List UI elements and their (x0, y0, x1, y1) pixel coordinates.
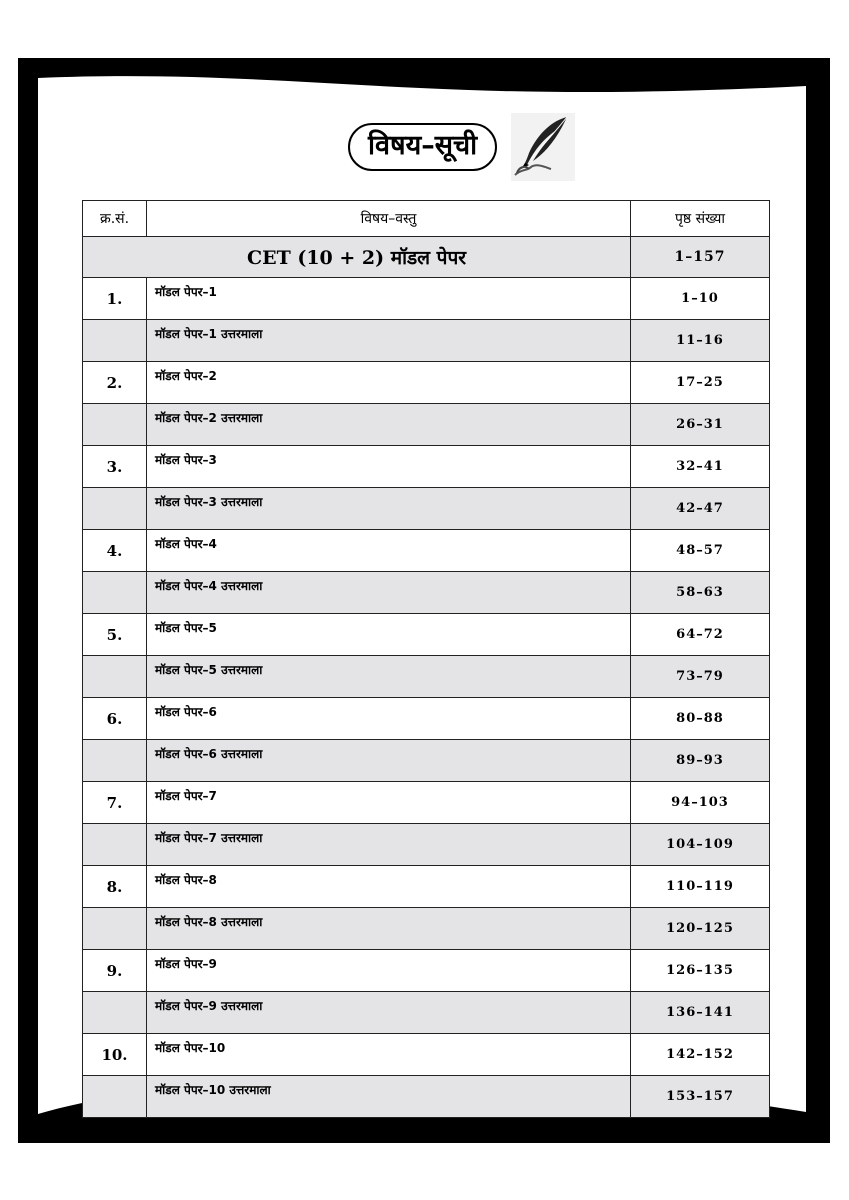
serial-number (83, 1076, 147, 1118)
contents-table (82, 200, 770, 1118)
serial-number: 8. (83, 866, 147, 908)
quill-pen-icon (511, 113, 575, 181)
item-title: मॉडल पेपर–7 उत्तरमाला (147, 824, 631, 866)
page-range: 42–47 (631, 488, 770, 530)
item-title: मॉडल पेपर–4 (147, 530, 631, 572)
page-range: 26–31 (631, 404, 770, 446)
serial-number (83, 572, 147, 614)
item-title: मॉडल पेपर–10 उत्तरमाला (147, 1076, 631, 1118)
page-range: 126–135 (631, 950, 770, 992)
serial-number: 6. (83, 698, 147, 740)
item-title: मॉडल पेपर–4 उत्तरमाला (147, 572, 631, 614)
item-title: मॉडल पेपर–3 (147, 446, 631, 488)
section-title: CET (10 + 2) मॉडल पेपर (83, 237, 631, 278)
table-row (83, 446, 770, 488)
table-row (83, 824, 770, 866)
serial-number (83, 740, 147, 782)
table-row (83, 1034, 770, 1076)
serial-number: 10. (83, 1034, 147, 1076)
table-row (83, 656, 770, 698)
serial-number: 9. (83, 950, 147, 992)
page-range: 58–63 (631, 572, 770, 614)
page-range: 73–79 (631, 656, 770, 698)
header-serial: क्र.सं. (83, 201, 147, 237)
table-row (83, 362, 770, 404)
section-pages: 1–157 (631, 237, 770, 278)
title-block (348, 113, 575, 181)
serial-number (83, 320, 147, 362)
serial-number: 7. (83, 782, 147, 824)
page-range: 110–119 (631, 866, 770, 908)
table-row (83, 614, 770, 656)
page-range: 32–41 (631, 446, 770, 488)
page-range: 1–10 (631, 278, 770, 320)
page-range: 153–157 (631, 1076, 770, 1118)
page-range: 136–141 (631, 992, 770, 1034)
item-title: मॉडल पेपर–2 (147, 362, 631, 404)
serial-number (83, 404, 147, 446)
serial-number: 1. (83, 278, 147, 320)
table-row (83, 404, 770, 446)
item-title: मॉडल पेपर–8 उत्तरमाला (147, 908, 631, 950)
page-range: 80–88 (631, 698, 770, 740)
serial-number: 4. (83, 530, 147, 572)
table-row (83, 740, 770, 782)
table-row (83, 1076, 770, 1118)
item-title: मॉडल पेपर–2 उत्तरमाला (147, 404, 631, 446)
table-row (83, 866, 770, 908)
item-title: मॉडल पेपर–6 उत्तरमाला (147, 740, 631, 782)
item-title: मॉडल पेपर–3 उत्तरमाला (147, 488, 631, 530)
item-title: मॉडल पेपर–9 (147, 950, 631, 992)
page-range: 89–93 (631, 740, 770, 782)
table-row (83, 530, 770, 572)
page-range: 64–72 (631, 614, 770, 656)
table-row (83, 278, 770, 320)
serial-number (83, 908, 147, 950)
serial-number: 3. (83, 446, 147, 488)
table-header-row (83, 201, 770, 237)
table-row (83, 992, 770, 1034)
page-range: 104–109 (631, 824, 770, 866)
item-title: मॉडल पेपर–9 उत्तरमाला (147, 992, 631, 1034)
table-row (83, 782, 770, 824)
table-row (83, 950, 770, 992)
item-title: मॉडल पेपर–7 (147, 782, 631, 824)
table-row (83, 698, 770, 740)
item-title: मॉडल पेपर–8 (147, 866, 631, 908)
item-title: मॉडल पेपर–1 उत्तरमाला (147, 320, 631, 362)
page-range: 17–25 (631, 362, 770, 404)
item-title: मॉडल पेपर–10 (147, 1034, 631, 1076)
page-range: 142–152 (631, 1034, 770, 1076)
serial-number (83, 824, 147, 866)
header-subject: विषय–वस्तु (147, 201, 631, 237)
page-title: विषय–सूची (348, 123, 497, 171)
item-title: मॉडल पेपर–6 (147, 698, 631, 740)
header-pages: पृष्ठ संख्या (631, 201, 770, 237)
item-title: मॉडल पेपर–5 (147, 614, 631, 656)
item-title: मॉडल पेपर–5 उत्तरमाला (147, 656, 631, 698)
table-row (83, 320, 770, 362)
serial-number (83, 992, 147, 1034)
item-title: मॉडल पेपर–1 (147, 278, 631, 320)
table-row (83, 572, 770, 614)
page-range: 48–57 (631, 530, 770, 572)
page-range: 94–103 (631, 782, 770, 824)
section-row (83, 237, 770, 278)
table-row (83, 488, 770, 530)
serial-number (83, 488, 147, 530)
table-row (83, 908, 770, 950)
serial-number: 2. (83, 362, 147, 404)
page-range: 120–125 (631, 908, 770, 950)
serial-number (83, 656, 147, 698)
serial-number: 5. (83, 614, 147, 656)
page-range: 11–16 (631, 320, 770, 362)
